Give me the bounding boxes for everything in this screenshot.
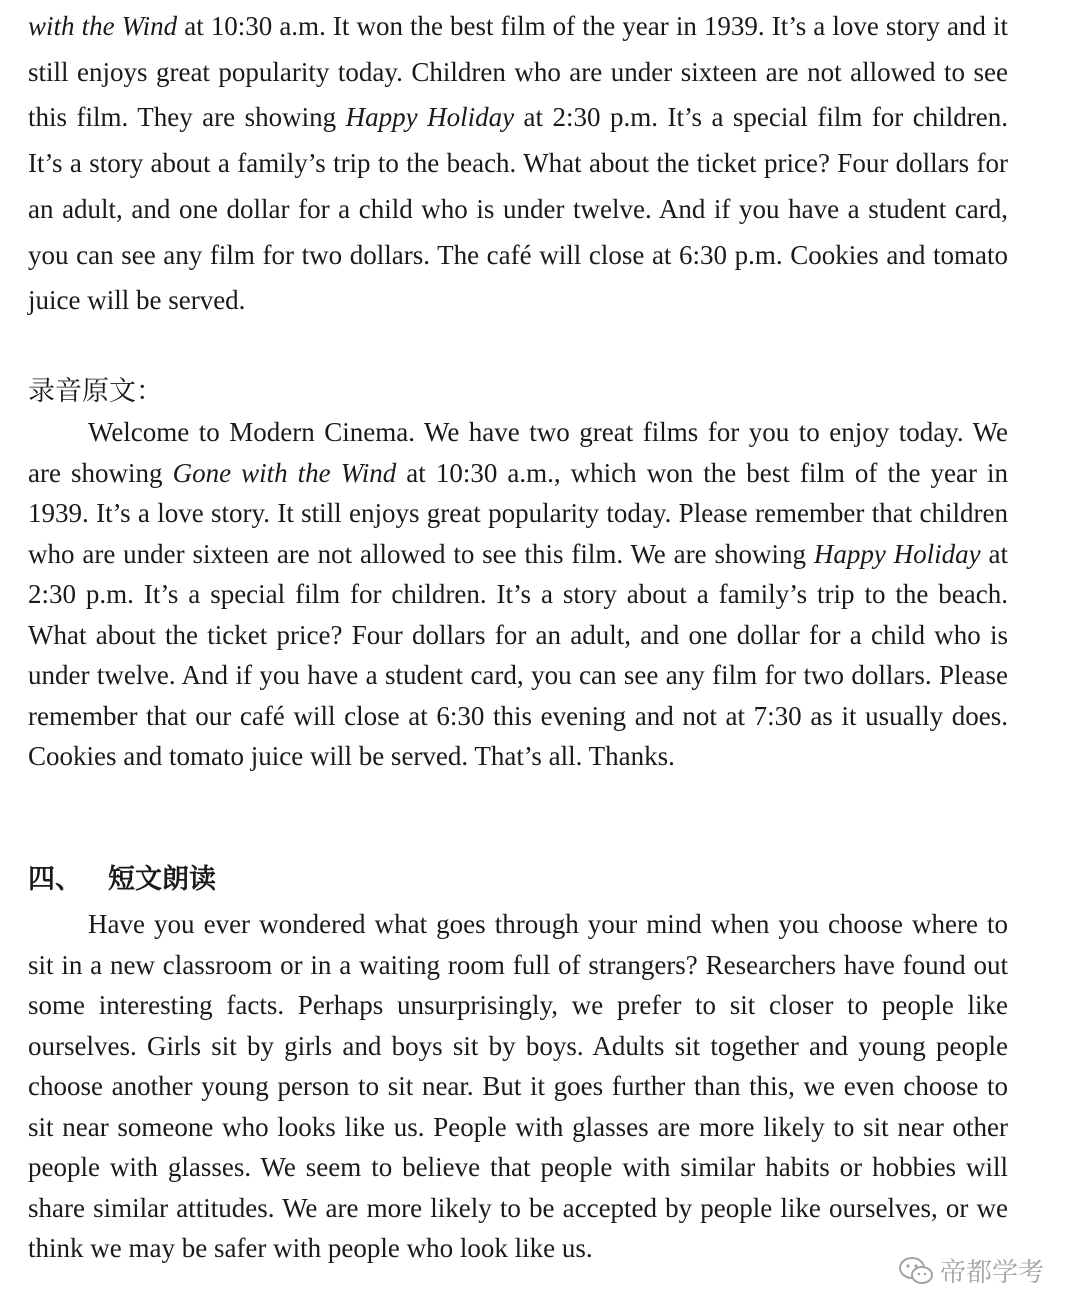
transcript-body: [28, 412, 1008, 777]
watermark-text: 帝都学考: [939, 1258, 1044, 1288]
transcript-block: [28, 412, 1008, 777]
transcript-film-title: Gone with the Wind: [172, 457, 397, 488]
transcript-text: Welcome to Modern Cinema. We have two great films for you to enjoy today. We are showing: [28, 417, 1008, 488]
section4-heading: [28, 860, 216, 900]
section4-body: Have you ever wondered what goes through your mind when you choose where to sit in a new classroom or in a waiting room full of strangers? Researchers have found out some interesting facts. Perhaps unsurprisingly, we prefer to sit closer to people like ourselves. Girls sit by girls and boys sit by boys. Adults sit together and young people choose another young person to sit near. But it goes further than this, we even choose to sit near someone who looks like us. People with glasses are more likely to sit near other people with glasses. We seem to believe that people with similar habits or hobbies will share similar attitudes. We are more likely to be accepted by people like ourselves, or we think we may be safer with people who look like us.: [28, 909, 1008, 1263]
section4-title: 短文朗读: [108, 864, 216, 895]
top-passage: [28, 4, 1008, 324]
transcript-text: at 10:30 a.m., which won the best film of the year in 1939. It’s a love story. It still enjoys great popularity today. Please remember that children who are under sixteen are not allowed to see this film. We are showing: [28, 457, 1009, 569]
section4-block: [28, 904, 1008, 1269]
top-text: at 10:30 a.m. It won the best film of the year in 1939. It’s a love story and it still enjoys great popularity today. Children who are under sixteen are not allowed to see this film. They are showing: [28, 11, 1008, 133]
top-text: at 2:30 p.m. It’s a special film for children. It’s a story about a family’s trip to the beach. What about the ticket price? Four dollars for an adult, and one dollar for a child who is under twelve. And if you have a student card, you can see any film for two dollars. The café will close at 6:30 p.m. Cookies and tomato juice will be served.: [28, 102, 1008, 316]
top-film-title: with the Wind: [28, 11, 178, 41]
section4-number: 四、: [28, 864, 82, 895]
transcript-heading: 录音原文：: [28, 376, 163, 407]
transcript-text: at 2:30 p.m. It’s a special film for children. It’s a story about a family’s trip to the beach. What about the ticket price? Four dollars for an adult, and one dollar for a child who is under twelve. And if you have a student card, you can see any film for two dollars. Please remember that our café will close at 6:30 this evening and not at 7:30 as it usually does. Cookies and tomato juice will be served. That’s all. Thanks.: [28, 538, 1008, 771]
transcript-film-title: Happy Holiday: [813, 538, 981, 569]
watermark: [898, 1252, 1044, 1289]
top-film-title: Happy Holiday: [345, 102, 515, 133]
wechat-icon: [898, 1256, 934, 1286]
